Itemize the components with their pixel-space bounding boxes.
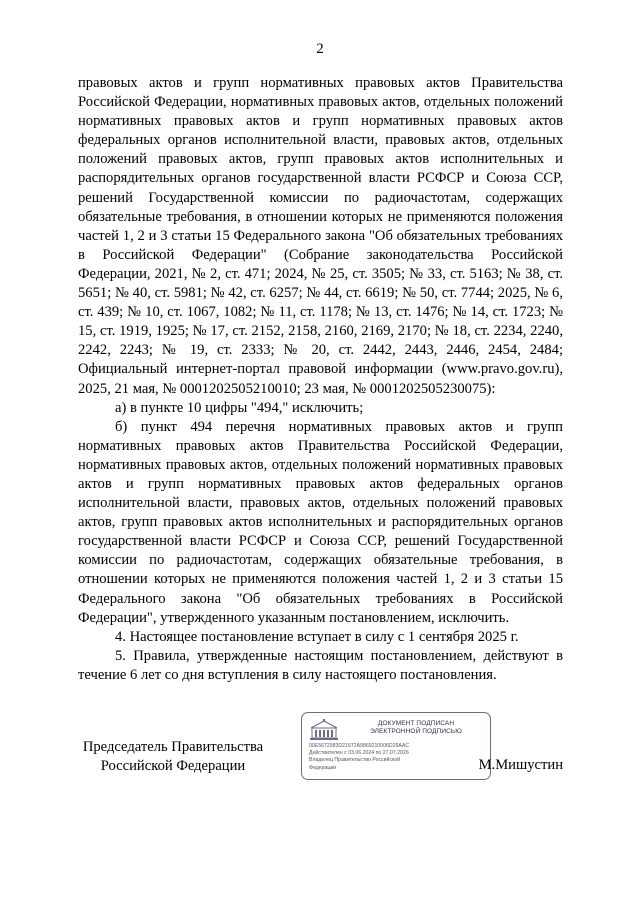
signatory-title <box>78 738 268 776</box>
stamp-details <box>309 743 487 772</box>
government-building-icon <box>309 719 339 741</box>
stamp-owner-line2: Федерации <box>309 764 337 771</box>
paragraph-item-b: б) пункт 494 перечня нормативных правовых актов и групп нормативных правовых актов Правительства Российской Федерации, нормативных правовых актов, отдельных положений нормативных правовых актов и групп нормативных правовых актов федеральных органов исполнительной власти, правовых актов, отдельных положений правовых актов, групп правовых актов исполнительных и распорядительных органов государственной власти РСФСР и Союза ССР, решений Государственной комиссии по радиочастотам, содержащих обязательные требования, в отношении которых не применяются положения частей 1, 2 и 3 статьи 15 Федерального закона "Об обязательных требованиях в Российской Федерации", утвержденного указанным постановлением, исключить. <box>78 418 563 626</box>
paragraph-item-4: 4. Настоящее постановление вступает в силу с 1 сентября 2025 г. <box>115 628 519 645</box>
signatory-title-line2: Российской Федерации <box>100 758 246 774</box>
page-number: 2 <box>316 41 324 57</box>
document-body <box>78 74 563 685</box>
paragraph-item-5: 5. Правила, утвержденные настоящим постановлением, действуют в течение 6 лет со дня вступления в силу настоящего постановления. <box>78 647 563 683</box>
electronic-signature-stamp <box>301 712 491 780</box>
stamp-certificate: 00E5672983D21672A9869210006D29AAC <box>309 743 410 749</box>
stamp-header <box>346 720 486 736</box>
signatory-title-line1: Председатель Правительства <box>82 739 264 755</box>
signature-block <box>0 712 640 782</box>
paragraph-acts-list: правовых актов и групп нормативных правовых актов Правительства Российской Федерации, нормативных правовых актов, отдельных положений нормативных правовых актов и групп нормативных правовых актов федеральных органов исполнительной власти, правовых актов, отдельных положений правовых актов, групп правовых актов исполнительных и распорядительных органов государственной власти РСФСР и Союза ССР, решений Государственной комиссии по радиочастотам, содержащих обязательные требования, в отношении которых не применяются положения частей 1, 2 и 3 статьи 15 Федерального закона "Об обязательных требованиях в Российской Федерации" (Собрание законодательства Российской Федерации, 2021, № 2, ст. 471; 2024, № 25, ст. 3505; № 33, ст. 5163; № 38, ст. 5651; № 40, ст. 5981; № 42, ст. 6257; № 44, ст. 6619; № 50, ст. 7744; 2025, № 6, ст. 439; № 10, ст. 1067, 1082; № 11, ст. 1178; № 13, ст. 1476; № 14, ст. 1723; № 15, ст. 1919, 1925; № 17, ст. 2152, 2158, 2160, 2169, 2170; № 18, ст. 2234, 2240, 2242, 2243; № 19, ст. 2333; № 20, ст. 2442, 2443, 2446, 2454, 2484; Официальный интернет-портал правовой информации (www.pravo.gov.ru), 2025, 21 мая, № 0001202505210010; 23 мая, № 0001202505230075): <box>78 75 563 397</box>
stamp-header-line1: ДОКУМЕНТ ПОДПИСАН <box>377 720 455 727</box>
paragraph-item-a: а) в пункте 10 цифры "494," исключить; <box>115 399 364 416</box>
stamp-validity: Действителен с 03.06.2024 по 27.07.2026 <box>309 750 409 757</box>
stamp-header-line2: ЭЛЕКТРОННОЙ ПОДПИСЬЮ <box>370 728 462 735</box>
signatory-name: М.Мишустин <box>478 757 563 773</box>
stamp-owner-line1: Владелец Правительство Российской <box>309 757 401 764</box>
